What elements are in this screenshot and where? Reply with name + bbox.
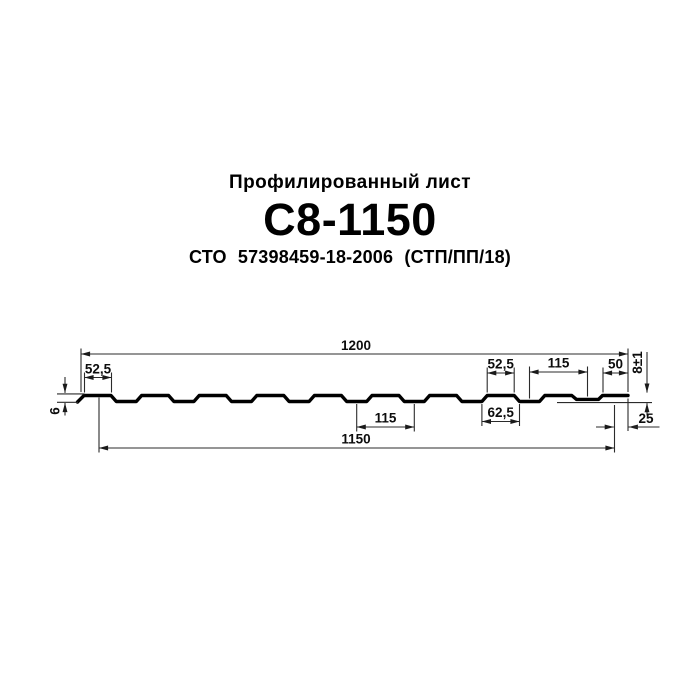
label-overall-width: 1200 bbox=[340, 338, 372, 353]
label-edge-height: 6 bbox=[47, 407, 63, 415]
label-pitch-bottom: 115 bbox=[374, 410, 397, 426]
product-type-label: Профилированный лист bbox=[229, 172, 471, 193]
label-pitch-top: 115 bbox=[547, 355, 570, 371]
label-useful-width: 1150 bbox=[341, 431, 371, 447]
label-topflat-left: 52,5 bbox=[84, 361, 112, 377]
standard-number: СТО 57398459-18-2006 (СТП/ПП/18) bbox=[188, 247, 511, 267]
label-topflat-right: 52,5 bbox=[487, 356, 514, 372]
model-name: С8-1150 bbox=[263, 194, 437, 245]
label-ribbase: 62,5 bbox=[487, 405, 514, 420]
label-edge-overlap: 25 bbox=[638, 411, 654, 426]
label-edgeflat: 50 bbox=[607, 356, 624, 372]
label-profile-height: 8±1 bbox=[630, 351, 646, 374]
sheet-profile-line bbox=[78, 396, 629, 403]
